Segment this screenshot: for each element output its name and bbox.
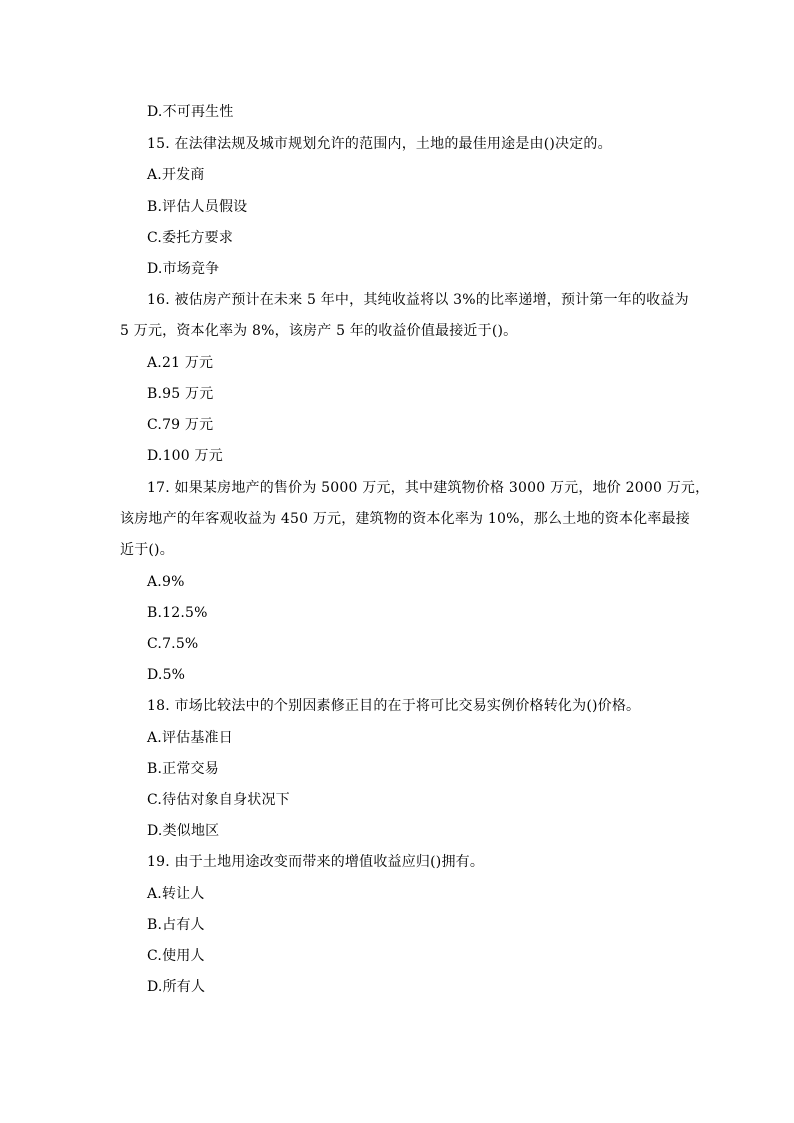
q16-question-line2: 5 万元，资本化率为 8%，该房产 5 年的收益价值最接近于()。 bbox=[120, 323, 518, 339]
q19-option-c: C.使用人 bbox=[147, 948, 205, 964]
q18-option-c: C.待估对象自身状况下 bbox=[147, 792, 290, 808]
q18-option-d: D.类似地区 bbox=[147, 823, 220, 839]
q19-option-d: D.所有人 bbox=[147, 979, 206, 995]
q17-question-line3: 近于()。 bbox=[120, 542, 174, 558]
q14-option-d: D.不可再生性 bbox=[147, 104, 234, 120]
q17-question-line2: 该房地产的年客观收益为 450 万元，建筑物的资本化率为 10%，那么土地的资本化率最接 bbox=[120, 511, 690, 527]
q17-option-b: B.12.5% bbox=[147, 605, 208, 621]
q17-question-line1: 17. 如果某房地产的售价为 5000 万元，其中建筑物价格 3000 万元，地价 2000 万元， bbox=[147, 480, 710, 496]
q15-option-b: B.评估人员假设 bbox=[147, 199, 248, 215]
q18-option-a: A.评估基准日 bbox=[147, 730, 233, 746]
q16-option-c: C.79 万元 bbox=[147, 417, 214, 433]
q18-option-b: B.正常交易 bbox=[147, 761, 219, 777]
q16-question-line1: 16. 被估房产预计在未来 5 年中，其纯收益将以 3%的比率递增，预计第一年的收益为 bbox=[147, 292, 689, 308]
q15-option-c: C.委托方要求 bbox=[147, 230, 234, 246]
q15-option-a: A.开发商 bbox=[147, 167, 205, 183]
q16-option-d: D.100 万元 bbox=[147, 448, 223, 464]
q15-option-d: D.市场竞争 bbox=[147, 261, 220, 277]
q17-option-c: C.7.5% bbox=[147, 636, 199, 652]
q19-option-b: B.占有人 bbox=[147, 917, 205, 933]
q19-question: 19. 由于土地用途改变而带来的增值收益应归()拥有。 bbox=[147, 854, 485, 870]
q19-option-a: A.转让人 bbox=[147, 886, 205, 902]
q16-option-a: A.21 万元 bbox=[147, 355, 214, 371]
q18-question: 18. 市场比较法中的个别因素修正目的在于将可比交易实例价格转化为()价格。 bbox=[147, 698, 641, 714]
q15-question: 15. 在法律法规及城市规划允许的范围内，土地的最佳用途是由()决定的。 bbox=[147, 136, 612, 152]
q16-option-b: B.95 万元 bbox=[147, 386, 214, 402]
q17-option-d: D.5% bbox=[147, 667, 186, 683]
q17-option-a: A.9% bbox=[147, 574, 185, 590]
